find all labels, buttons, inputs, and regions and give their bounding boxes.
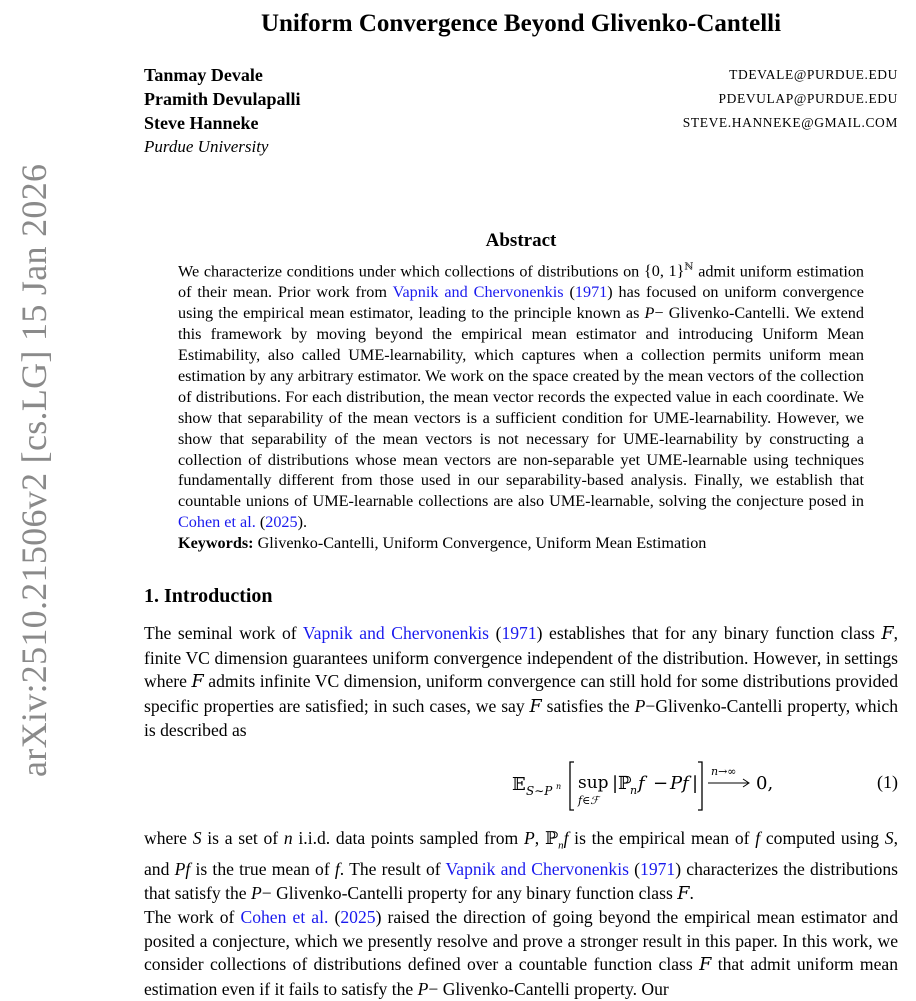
section-heading-introduction: 1. Introduction (144, 585, 273, 607)
citation-year-link[interactable]: 2025 (340, 907, 376, 928)
svg-text:ℙ: ℙ (618, 773, 632, 794)
svg-text:S∼P: S∼P (526, 784, 553, 798)
equation-1 (144, 752, 898, 814)
citation-link[interactable]: Vapnik and Chervonenkis (302, 623, 489, 643)
svg-text:0,: 0, (756, 773, 774, 794)
svg-text:𝔼: 𝔼 (512, 774, 526, 795)
citation-year-link[interactable]: 1971 (640, 859, 676, 880)
svg-text:|: | (692, 773, 699, 794)
author-affiliation: Purdue University (144, 137, 269, 156)
keywords-label: Keywords: (178, 534, 254, 552)
arxiv-identifier-stamp: arXiv:2510.21506v2 [cs.LG] 15 Jan 2026 (14, 163, 54, 777)
author-name: Pramith Devulapalli (144, 89, 301, 109)
author-name: Steve Hanneke (144, 113, 259, 133)
citation-link[interactable]: Vapnik and Chervonenkis (445, 859, 629, 880)
paper-title: Uniform Convergence Beyond Glivenko-Cantelli (260, 10, 782, 37)
author-row (144, 111, 898, 135)
author-email[interactable]: PDEVULAP@PURDUE.EDU (718, 91, 898, 106)
author-row (144, 63, 898, 87)
intro-paragraph-2: where S is a set of n i.i.d. data points sampled from P, ℙ$_n$f is the empirical mean of f computed using S, and Pf is the true mean of f. The result of Vapnik and Chervonenkis (1971) characterizes the distributions that satisfy the P− Glivenko-Cantelli property for any binary function class F. The work of Cohen et al. (2025) raised the direction of going beyond the empirical mean estimator and posited a conjecture, which we presently resolve and prove a stronger result in this paper. In this work, we consider collections of distributions defined over a countable function class F that admit uniform mean estimation even if it fails to satisfy the P− Glivenko-Cantelli property. Our (144, 828, 899, 999)
svg-text:sup: sup (578, 773, 609, 793)
citation-year-link[interactable]: 1971 (501, 623, 537, 643)
glivenko-cantelli-equation (512, 756, 812, 814)
svg-text:|: | (612, 773, 619, 794)
citation-link[interactable]: Cohen et al. (240, 907, 329, 928)
author-email[interactable]: TDEVALE@PURDUE.EDU (729, 67, 898, 82)
svg-text:f∈ℱ: f∈ℱ (578, 794, 599, 807)
set-notation: {0, 1}$^ℕ$ (643, 262, 694, 281)
svg-text:n: n (630, 784, 638, 797)
abstract-heading: Abstract (485, 230, 557, 251)
intro-paragraph-1: The seminal work of Vapnik and Chervonenkis (1971) establishes that for any binary function class F, finite VC dimension guarantees uniform convergence independent of the distribution. However, in settings where F admits infinite VC dimension, uniform convergence can still hold for some distributions provided specific properties are satisfied; in such cases, we say F satisfies the P−Glivenko-Cantelli property, which is described as (144, 623, 898, 740)
svg-text:Pf: Pf (670, 773, 689, 794)
svg-text:f: f (638, 773, 645, 794)
abstract-text: We characterize conditions under which collections of distributions on {0, 1}$^ℕ$ admit uniform estimation of their mean. Prior work from Vapnik and Chervonenkis (1971) has focused on uniform convergence using the empirical mean estimator, leading to the principle known as P− Glivenko-Cantelli. We extend this framework by moving beyond the empirical mean estimator and introducing Uniform Mean Estimability, also called UME-learnability, which captures when a collection permits uniform mean estimation by any arbitrary estimator. We work on the space created by the mean vectors of the collection of distributions. For each distribution, the mean vector records the expected value in each coordinate. We show that separability of the mean vectors is a sufficient condition for UME-learnability. However, we show that separability of the mean vectors is not necessary for UME-learnability by constructing a collection of distributions whose mean vectors are non-separable yet UME-learnable using techniques fundamentally different from those used in our separability-based analysis. Finally, we establish that countable unions of UME-learnable collections are also UME-learnable, solving the conjecture posed in Cohen et al. (2025). (178, 262, 865, 532)
equation-number: (1) (877, 772, 898, 792)
svg-text:n→∞: n→∞ (711, 765, 737, 778)
citation-year-link[interactable]: 1971 (574, 283, 608, 302)
svg-text:n: n (556, 782, 562, 791)
svg-text:−: − (653, 773, 669, 794)
author-name: Tanmay Devale (144, 65, 263, 85)
author-email[interactable]: STEVE.HANNEKE@GMAIL.COM (682, 115, 898, 130)
author-row (144, 87, 898, 111)
keywords-line (178, 532, 864, 554)
keywords-text: Glivenko-Cantelli, Uniform Convergence, Uniform Mean Estimation (253, 534, 707, 552)
citation-link[interactable]: Vapnik and Chervonenkis (392, 283, 564, 302)
citation-link[interactable]: Cohen et al. (178, 513, 256, 532)
citation-year-link[interactable]: 2025 (265, 513, 298, 532)
